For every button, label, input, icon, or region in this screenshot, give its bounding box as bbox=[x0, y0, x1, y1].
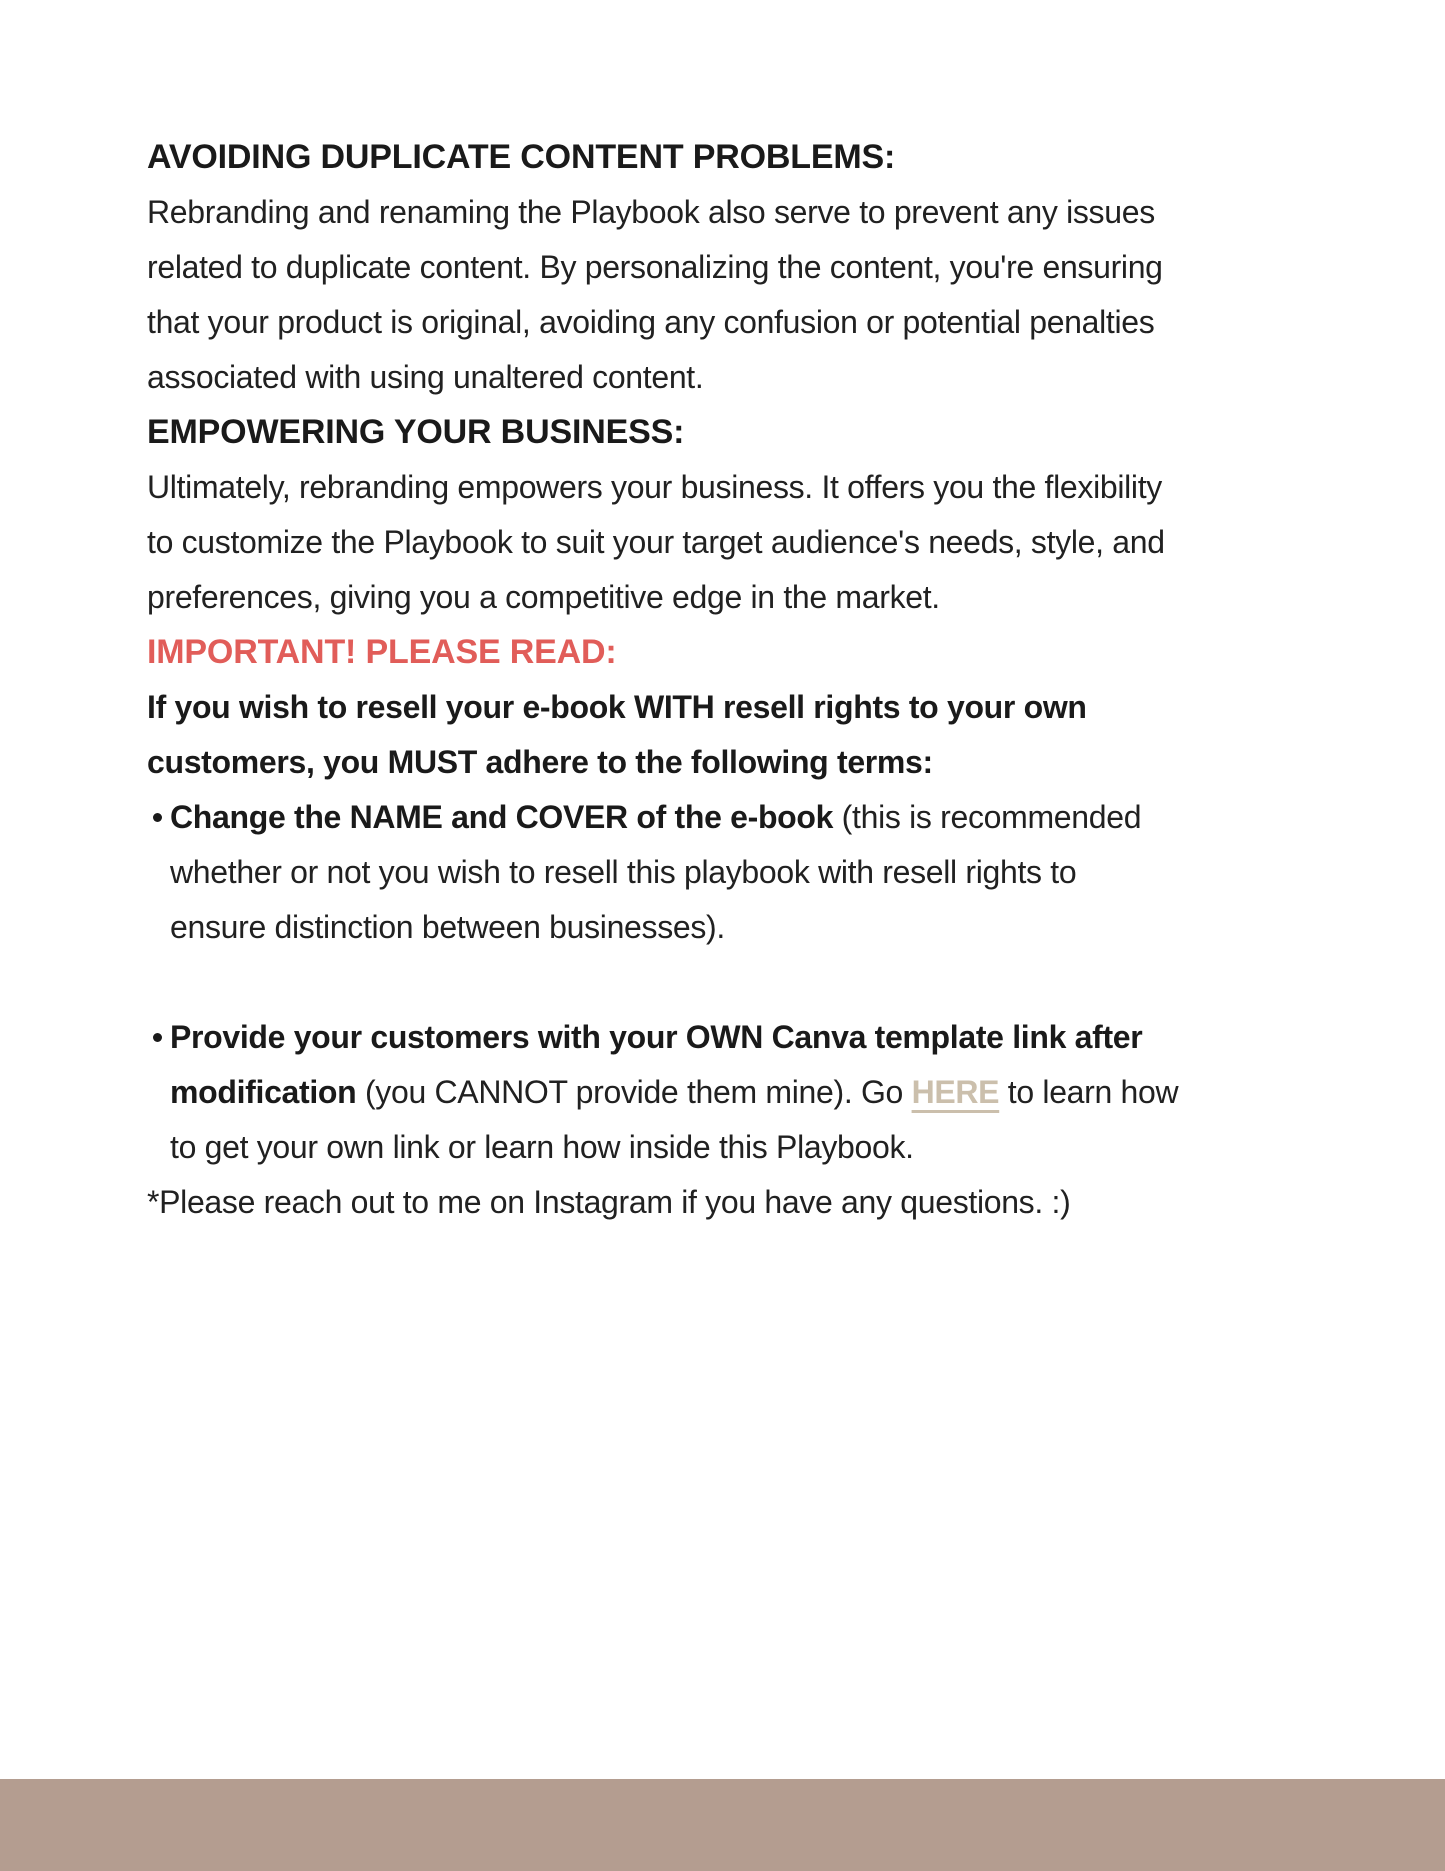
paragraph-empowering-business bbox=[147, 460, 1325, 625]
bottom-bar bbox=[0, 1779, 1445, 1871]
paragraph-line: customers, you MUST adhere to the following terms: bbox=[147, 744, 933, 780]
terms-bullet-list bbox=[147, 790, 1325, 1175]
footer-note: *Please reach out to me on Instagram if you have any questions. :) bbox=[147, 1184, 1071, 1220]
paragraph-line: that your product is original, avoiding any confusion or potential penalties bbox=[147, 304, 1155, 340]
paragraph-line: related to duplicate content. By personalizing the content, you're ensuring bbox=[147, 249, 1163, 285]
bullet-bold-text: Provide your customers with your OWN Canva template link after bbox=[170, 1019, 1143, 1055]
paragraph-line: Rebranding and renaming the Playbook also serve to prevent any issues bbox=[147, 194, 1155, 230]
bullet-regular-text: (this is recommended bbox=[833, 799, 1142, 835]
bullet-line: whether or not you wish to resell this playbook with resell rights to bbox=[170, 854, 1077, 890]
bullet-line: ensure distinction between businesses). bbox=[170, 909, 725, 945]
paragraph-resell-terms-intro bbox=[147, 680, 1325, 790]
bullet-item-change-name-cover bbox=[147, 790, 1325, 955]
bullet-dot-icon bbox=[153, 813, 162, 822]
heading-important-please-read: IMPORTANT! PLEASE READ: bbox=[147, 633, 617, 671]
paragraph-line: If you wish to resell your e-book WITH resell rights to your own bbox=[147, 689, 1087, 725]
paragraph-line: to customize the Playbook to suit your target audience's needs, style, and bbox=[147, 524, 1165, 560]
heading-empowering-your-business: EMPOWERING YOUR BUSINESS: bbox=[147, 413, 685, 451]
paragraph-line: preferences, giving you a competitive edge in the market. bbox=[147, 579, 940, 615]
bullet-bold-text: modification bbox=[170, 1074, 357, 1110]
page-content bbox=[147, 0, 1325, 1230]
heading-avoiding-duplicate-content: AVOIDING DUPLICATE CONTENT PROBLEMS: bbox=[147, 138, 896, 176]
paragraph-line: Ultimately, rebranding empowers your business. It offers you the flexibility bbox=[147, 469, 1162, 505]
paragraph-line: associated with using unaltered content. bbox=[147, 359, 704, 395]
here-link[interactable]: HERE bbox=[911, 1074, 1000, 1110]
bullet-line bbox=[170, 790, 1325, 845]
bullet-line bbox=[170, 1010, 1325, 1065]
bullet-line: to get your own link or learn how inside this Playbook. bbox=[170, 1129, 914, 1165]
bullet-bold-text: Change the NAME and COVER of the e-book bbox=[170, 799, 834, 835]
bullet-line bbox=[170, 1065, 1325, 1120]
paragraph-duplicate-content bbox=[147, 185, 1325, 405]
bullet-regular-text: to learn how bbox=[999, 1074, 1179, 1110]
bullet-dot-icon bbox=[153, 1033, 162, 1042]
bullet-regular-text: (you CANNOT provide them mine). Go bbox=[356, 1074, 912, 1110]
bullet-item-own-template-link bbox=[147, 1010, 1325, 1175]
